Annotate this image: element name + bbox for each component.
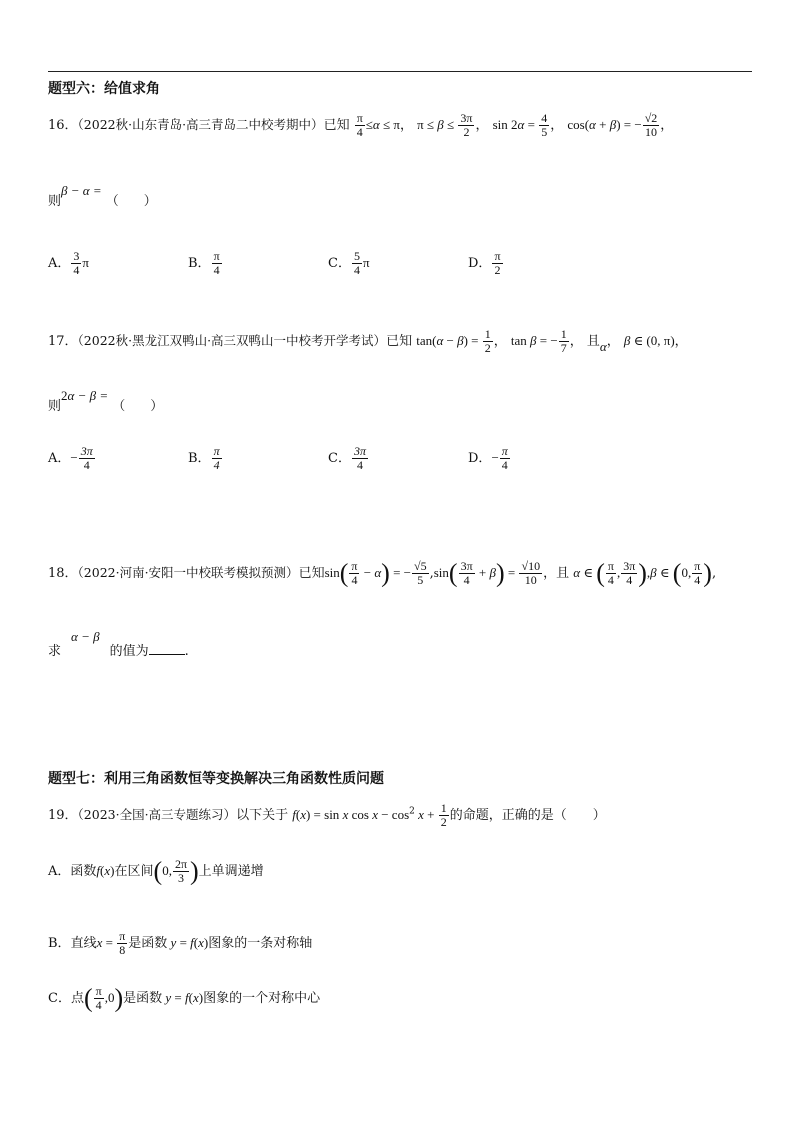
option-d[interactable]: D． $\frac{\pi}{2}$: [468, 249, 501, 277]
lead-text: 已知: [323, 118, 350, 133]
condition-tan-beta: tan β = − $\frac{1}{7}$: [510, 327, 567, 355]
question-source: （2022·河南·安阳一中校联考模拟预测）: [77, 565, 299, 580]
option-b[interactable]: B． $\frac{\pi}{4}$: [188, 249, 220, 277]
question-18: 18．（2022·河南·安阳一中校联考模拟预测）已知sin( $\frac{\pi}{4}$ − α) = − $\frac{√5}{5}$ ,sin( $\frac{3\pi}{4}$ + β) = $\frac{√10}{10}$ ，且 α ∈ ( $\frac{\pi}{4}$ , $\frac{3\pi}{4}$ ),β ∈ (0, $\frac{\pi}{4}$ ),: [48, 558, 717, 588]
ask-text: 求: [48, 644, 62, 659]
question-17-ask: [48, 388, 170, 414]
condition-sin-beta: sin( $\frac{3\pi}{4}$ + β) = $\frac{√10}{10}$: [433, 558, 541, 588]
question-18-ask: 求α − β的值为 .: [48, 629, 189, 659]
option-b[interactable]: B．直线x = $\frac{\pi}{8}$ 是函数 y = f(x)图象的一条对称轴: [48, 929, 313, 957]
value-of-text: 的值为: [109, 644, 149, 659]
top-rule: [48, 71, 752, 72]
option-c[interactable]: C．点( $\frac{\pi}{4}$ ,0)是函数 y = f(x)图象的一个对称中心: [48, 983, 321, 1013]
option-c[interactable]: C． $\frac{3\pi}{4}$: [328, 444, 366, 472]
answer-paren: （ ）: [112, 399, 170, 414]
question-source: （2022秋·黑龙江双鸭山·高三双鸭山一中校考开学考试）: [77, 333, 387, 348]
condition-sin2a: sin 2α = $\frac{4}{5}$: [492, 111, 548, 139]
and-text: 且: [586, 334, 600, 349]
function-definition: f(x) = sin x $\cos x - \cos^2 x$ + $\frac{1}{2}$: [292, 801, 447, 829]
answer-paren: （ ）: [105, 194, 163, 209]
condition-beta: π ≤ β ≤ $\frac{3\pi}{2}$: [417, 111, 473, 139]
expression-2alpha-minus-beta: 2α − β =: [61, 388, 109, 403]
question-source: （2023·全国·高三专题练习）: [77, 807, 237, 822]
option-a[interactable]: A．− $\frac{3\pi}{4}$: [48, 444, 93, 472]
question-number: 17．: [48, 334, 78, 349]
condition-beta-range: β ∈ (0, π): [623, 333, 675, 348]
section-heading-6: 题型六：给值求角: [48, 81, 160, 97]
lead-text: 已知: [298, 566, 325, 581]
question-number: 16．: [48, 118, 78, 133]
question-16-ask: [48, 183, 163, 209]
option-a[interactable]: A．函数f(x)在区间(0, $\frac{2\pi}{3}$ )上单调递增: [48, 856, 264, 886]
then-text: 则: [48, 194, 62, 209]
question-number: 19．: [48, 808, 78, 823]
condition-alpha: $\frac{\pi}{4}$ ≤α ≤ π: [356, 111, 400, 139]
tail-text: 的命题，正确的是（ ）: [449, 808, 606, 823]
expression-beta-minus-alpha: β − α =: [61, 183, 102, 198]
and-text: 且: [556, 566, 570, 581]
section-heading-7: 题型七：利用三角函数恒等变换解决三角函数性质问题: [48, 771, 384, 787]
question-source: （2022秋·山东青岛·高三青岛二中校考期中）: [77, 117, 324, 132]
option-b[interactable]: B． $\frac{\pi}{4}$: [188, 444, 220, 472]
then-text: 则: [48, 399, 62, 414]
option-a[interactable]: A． $\frac{3}{4}$ π: [48, 249, 89, 277]
expression-alpha-minus-beta: α − β: [71, 629, 100, 644]
question-number: 18．: [48, 566, 78, 581]
condition-ranges: α ∈ ( $\frac{\pi}{4}$ , $\frac{3\pi}{4}$ ),β ∈ (0, $\frac{\pi}{4}$ ): [573, 558, 712, 588]
lead-text: 以下关于: [236, 808, 289, 823]
question-17: 17．（2022秋·黑龙江双鸭山·高三双鸭山一中校考开学考试）已知 tan(α − β) = $\frac{1}{2}$ ， tan β = − $\frac{1}{7}$ ， 且α， β ∈ (0, π)，: [48, 327, 688, 355]
condition-sin-alpha: sin( $\frac{\pi}{4}$ − α) = − $\frac{√5}{5}$: [324, 558, 427, 588]
answer-blank[interactable]: [149, 642, 185, 655]
question-16: 16．（2022秋·山东青岛·高三青岛二中校考期中）已知 $\frac{\pi}{4}$ ≤α ≤ π， π ≤ β ≤ $\frac{3\pi}{2}$ ， sin 2α = $\frac{4}{5}$ ， cos(α + β) = − $\frac{√2}{10}$ ，: [48, 111, 674, 139]
condition-tan-diff: tan(α − β) = $\frac{1}{2}$: [416, 327, 491, 355]
lead-text: 已知: [386, 334, 413, 349]
question-19: [48, 802, 606, 829]
option-d[interactable]: D．− $\frac{\pi}{4}$: [468, 444, 508, 472]
option-c[interactable]: C． $\frac{5}{4}$ π: [328, 249, 370, 277]
condition-cos: cos(α + β) = − $\frac{√2}{10}$: [567, 111, 658, 139]
